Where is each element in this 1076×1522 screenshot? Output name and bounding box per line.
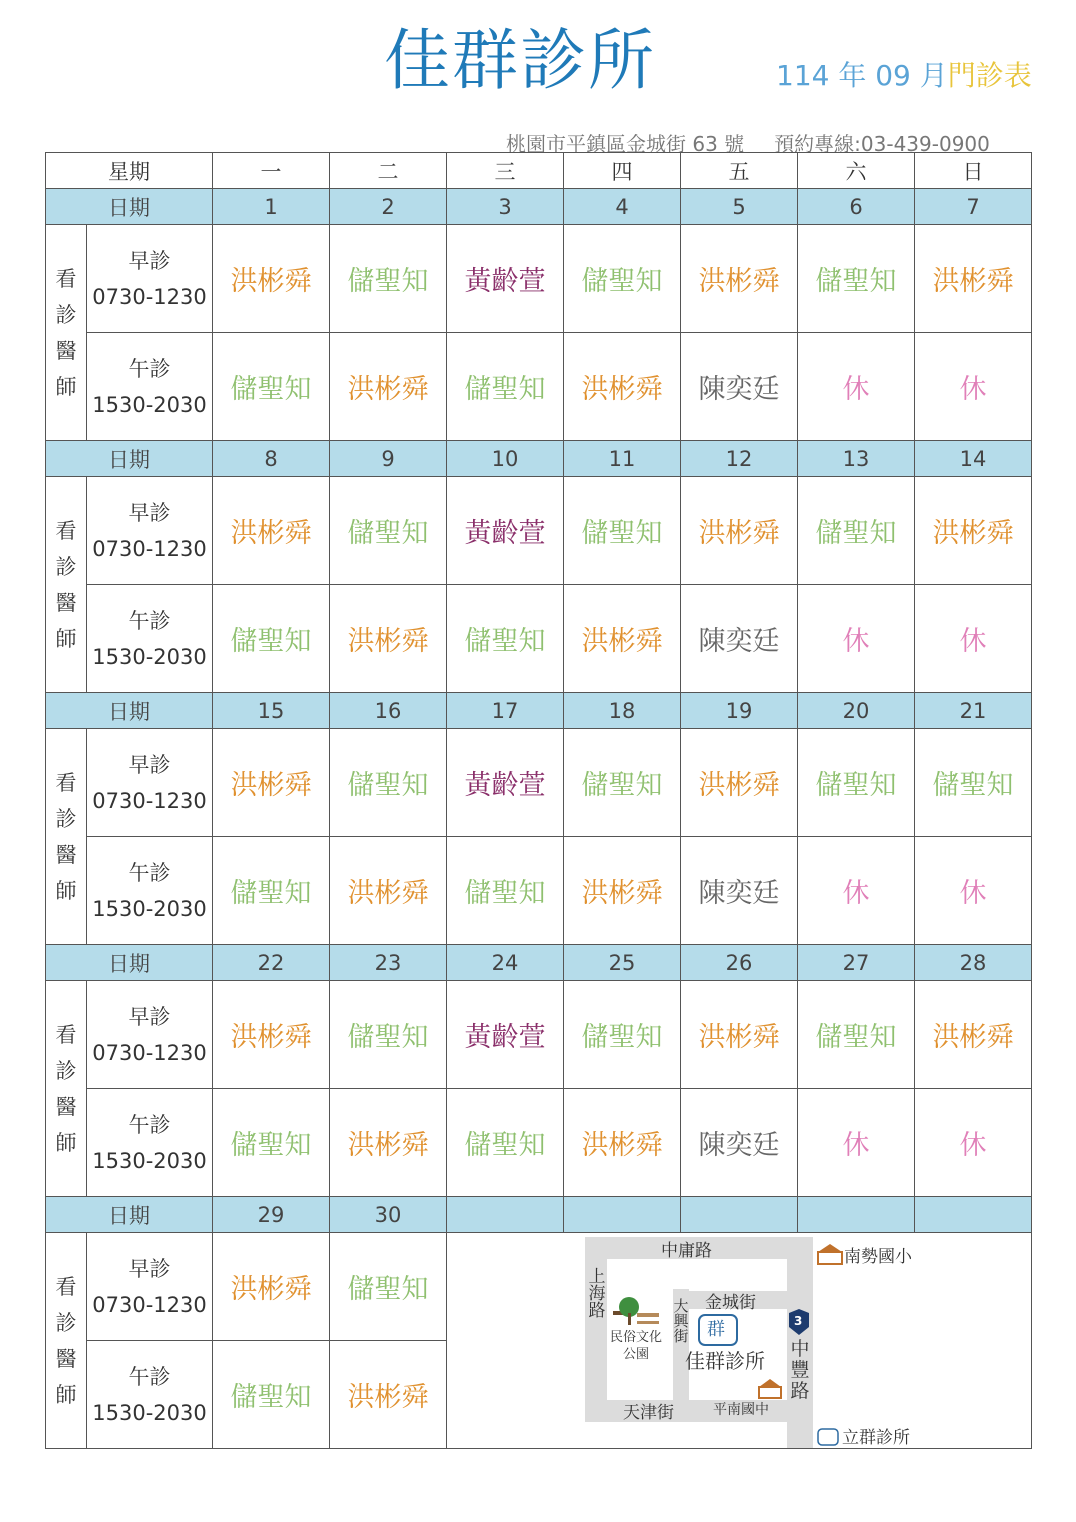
doctor-cell: 洪彬舜 <box>681 981 798 1089</box>
morning-slot <box>87 477 213 585</box>
doctor-cell: 休 <box>915 585 1032 693</box>
doctor-cell: 休 <box>915 837 1032 945</box>
doctor-label-char: 師 <box>55 1130 77 1155</box>
weekday-label: 星期 <box>46 153 213 189</box>
school-north-label: 南勢國小 <box>844 1247 912 1267</box>
doctor-cell: 洪彬舜 <box>213 729 330 837</box>
map-cell <box>447 1233 1032 1449</box>
weekday-cell: 四 <box>564 153 681 189</box>
doctor-label-char: 師 <box>55 878 77 903</box>
doctor-label-char: 師 <box>55 1382 77 1407</box>
weekday-cell: 六 <box>798 153 915 189</box>
doctor-label-char: 診 <box>55 1310 77 1335</box>
afternoon-hours: 1530-2030 <box>92 644 207 669</box>
doctor-label-char: 診 <box>55 1058 77 1083</box>
doctor-cell: 儲聖知 <box>915 729 1032 837</box>
date-cell: 4 <box>564 189 681 225</box>
doctor-cell: 儲聖知 <box>564 477 681 585</box>
doctor-cell: 黃齡萱 <box>447 981 564 1089</box>
date-cell: 25 <box>564 945 681 981</box>
morning-slot <box>87 1233 213 1341</box>
doctor-cell: 儲聖知 <box>798 729 915 837</box>
weekday-cell: 二 <box>330 153 447 189</box>
afternoon-row <box>46 1089 1032 1197</box>
morning-row <box>46 477 1032 585</box>
date-cell: 18 <box>564 693 681 729</box>
date-cell: 30 <box>330 1197 447 1233</box>
doctor-cell: 儲聖知 <box>213 1089 330 1197</box>
doctor-cell: 儲聖知 <box>330 981 447 1089</box>
date-cell: 14 <box>915 441 1032 477</box>
doctor-cell: 洪彬舜 <box>213 477 330 585</box>
bench-icon <box>637 1313 659 1317</box>
doctor-cell: 休 <box>915 1089 1032 1197</box>
morning-label: 早診 <box>128 1004 171 1029</box>
doctor-cell: 洪彬舜 <box>330 333 447 441</box>
date-cell: 2 <box>330 189 447 225</box>
address: 桃園市平鎮區金城街 63 號 <box>506 132 745 156</box>
doctor-cell: 洪彬舜 <box>564 333 681 441</box>
afternoon-row <box>46 333 1032 441</box>
doctor-cell: 陳奕廷 <box>681 837 798 945</box>
doctor-label-char: 診 <box>55 806 77 831</box>
clinic-title: 佳群診所 <box>384 22 656 99</box>
morning-label: 早診 <box>128 1256 171 1281</box>
weekday-cell: 五 <box>681 153 798 189</box>
date-cell: 11 <box>564 441 681 477</box>
phone: 預約專線:03-439-0900 <box>774 132 990 156</box>
morning-label: 早診 <box>128 752 171 777</box>
doctor-label-char: 看 <box>55 518 77 543</box>
date-label: 日期 <box>46 189 213 225</box>
month-heading <box>776 59 1032 92</box>
doctor-label-char: 醫 <box>55 590 77 615</box>
afternoon-label: 午診 <box>128 1364 171 1389</box>
doctor-cell: 儲聖知 <box>330 225 447 333</box>
doctor-label-char: 診 <box>55 302 77 327</box>
afternoon-hours: 1530-2030 <box>92 1148 207 1173</box>
afternoon-slot <box>87 837 213 945</box>
doctor-label <box>46 477 87 693</box>
road-left: 上海路 <box>588 1267 606 1321</box>
date-cell: 10 <box>447 441 564 477</box>
doctor-cell: 洪彬舜 <box>330 837 447 945</box>
schedule-table <box>45 152 1032 1449</box>
doctor-cell: 儲聖知 <box>447 1089 564 1197</box>
date-row <box>46 945 1032 981</box>
doctor-cell: 洪彬舜 <box>330 1089 447 1197</box>
afternoon-label: 午診 <box>128 860 171 885</box>
date-label: 日期 <box>46 1197 213 1233</box>
other-clinic-label: 立群診所 <box>842 1428 910 1448</box>
route-number: 3 <box>794 1314 803 1328</box>
date-cell: 12 <box>681 441 798 477</box>
morning-row <box>46 981 1032 1089</box>
doctor-cell: 洪彬舜 <box>330 585 447 693</box>
month-year: 114 年 09 月 <box>776 59 948 92</box>
doctor-cell: 洪彬舜 <box>915 981 1032 1089</box>
morning-row <box>46 1233 1032 1341</box>
road-right: 中豐路 <box>790 1338 810 1402</box>
doctor-cell: 休 <box>798 333 915 441</box>
doctor-cell: 休 <box>798 837 915 945</box>
doctor-label-char: 看 <box>55 266 77 291</box>
date-cell: 5 <box>681 189 798 225</box>
doctor-cell: 陳奕廷 <box>681 1089 798 1197</box>
date-cell: 3 <box>447 189 564 225</box>
morning-hours: 0730-1230 <box>92 1292 207 1317</box>
date-label: 日期 <box>46 945 213 981</box>
date-cell: 22 <box>213 945 330 981</box>
date-cell: 15 <box>213 693 330 729</box>
doctor-cell: 儲聖知 <box>447 585 564 693</box>
afternoon-row <box>46 585 1032 693</box>
weekday-cell: 三 <box>447 153 564 189</box>
doctor-cell: 儲聖知 <box>447 837 564 945</box>
morning-label: 早診 <box>128 500 171 525</box>
doctor-cell: 儲聖知 <box>447 333 564 441</box>
doctor-cell: 洪彬舜 <box>681 729 798 837</box>
doctor-cell: 儲聖知 <box>330 477 447 585</box>
doctor-label <box>46 981 87 1197</box>
doctor-cell: 洪彬舜 <box>564 837 681 945</box>
doctor-cell: 陳奕廷 <box>681 333 798 441</box>
doctor-cell: 儲聖知 <box>564 225 681 333</box>
doctor-cell: 洪彬舜 <box>213 981 330 1089</box>
weekday-header-row <box>46 153 1032 189</box>
doctor-label-char: 師 <box>55 374 77 399</box>
doctor-cell: 儲聖知 <box>798 477 915 585</box>
doctor-label <box>46 1233 87 1449</box>
date-cell: 29 <box>213 1197 330 1233</box>
doctor-cell: 休 <box>798 585 915 693</box>
doctor-cell: 洪彬舜 <box>213 225 330 333</box>
afternoon-slot <box>87 1341 213 1449</box>
date-label: 日期 <box>46 693 213 729</box>
month-schedule-label: 門診表 <box>947 59 1032 92</box>
doctor-cell: 洪彬舜 <box>681 477 798 585</box>
afternoon-hours: 1530-2030 <box>92 896 207 921</box>
morning-hours: 0730-1230 <box>92 536 207 561</box>
doctor-cell: 洪彬舜 <box>681 225 798 333</box>
afternoon-label: 午診 <box>128 1112 171 1137</box>
date-row <box>46 1197 1032 1233</box>
date-cell: 7 <box>915 189 1032 225</box>
doctor-cell: 洪彬舜 <box>213 1233 330 1341</box>
date-cell: 21 <box>915 693 1032 729</box>
afternoon-row <box>46 837 1032 945</box>
doctor-label-char: 診 <box>55 554 77 579</box>
doctor-cell: 儲聖知 <box>213 585 330 693</box>
road-mid: 大興街 <box>673 1297 689 1345</box>
date-cell: 24 <box>447 945 564 981</box>
weekday-cell: 一 <box>213 153 330 189</box>
date-cell: 23 <box>330 945 447 981</box>
morning-slot <box>87 729 213 837</box>
doctor-label-char: 看 <box>55 1022 77 1047</box>
date-cell <box>681 1197 798 1233</box>
doctor-cell: 洪彬舜 <box>564 1089 681 1197</box>
afternoon-label: 午診 <box>128 356 171 381</box>
date-cell: 28 <box>915 945 1032 981</box>
date-cell: 19 <box>681 693 798 729</box>
date-cell: 1 <box>213 189 330 225</box>
doctor-cell: 儲聖知 <box>213 333 330 441</box>
afternoon-slot <box>87 1089 213 1197</box>
morning-row <box>46 225 1032 333</box>
afternoon-label: 午診 <box>128 608 171 633</box>
doctor-cell: 黃齡萱 <box>447 729 564 837</box>
doctor-cell: 陳奕廷 <box>681 585 798 693</box>
doctor-cell: 洪彬舜 <box>564 585 681 693</box>
doctor-cell: 休 <box>915 333 1032 441</box>
doctor-label-char: 醫 <box>55 1346 77 1371</box>
doctor-cell: 休 <box>798 1089 915 1197</box>
date-cell: 26 <box>681 945 798 981</box>
doctor-cell: 黃齡萱 <box>447 477 564 585</box>
afternoon-hours: 1530-2030 <box>92 1400 207 1425</box>
afternoon-slot <box>87 585 213 693</box>
doctor-label-char: 師 <box>55 626 77 651</box>
morning-slot <box>87 225 213 333</box>
afternoon-hours: 1530-2030 <box>92 392 207 417</box>
date-row <box>46 189 1032 225</box>
doctor-label <box>46 225 87 441</box>
road-bottom: 天津街 <box>623 1403 674 1423</box>
date-cell: 17 <box>447 693 564 729</box>
doctor-label-char: 看 <box>55 770 77 795</box>
morning-hours: 0730-1230 <box>92 1040 207 1065</box>
doctor-cell: 儲聖知 <box>213 837 330 945</box>
date-cell: 8 <box>213 441 330 477</box>
date-cell <box>798 1197 915 1233</box>
park-label: 民俗文化公園 <box>609 1330 662 1362</box>
doctor-cell: 儲聖知 <box>330 1233 447 1341</box>
date-cell <box>564 1197 681 1233</box>
date-cell <box>915 1197 1032 1233</box>
morning-label: 早診 <box>128 248 171 273</box>
school-south-label: 平南國中 <box>713 1402 769 1418</box>
date-cell: 9 <box>330 441 447 477</box>
morning-hours: 0730-1230 <box>92 284 207 309</box>
clinic-logo: 群 <box>707 1319 725 1340</box>
date-cell: 27 <box>798 945 915 981</box>
morning-row <box>46 729 1032 837</box>
afternoon-slot <box>87 333 213 441</box>
road-top: 中庸路 <box>661 1241 712 1261</box>
date-cell: 16 <box>330 693 447 729</box>
school-icon <box>818 1244 842 1264</box>
date-cell: 6 <box>798 189 915 225</box>
date-row <box>46 693 1032 729</box>
date-cell <box>447 1197 564 1233</box>
doctor-cell: 洪彬舜 <box>915 477 1032 585</box>
doctor-cell: 儲聖知 <box>564 729 681 837</box>
doctor-cell: 儲聖知 <box>330 729 447 837</box>
date-cell: 13 <box>798 441 915 477</box>
weekday-cell: 日 <box>915 153 1032 189</box>
doctor-cell: 儲聖知 <box>213 1341 330 1449</box>
date-label: 日期 <box>46 441 213 477</box>
doctor-label-char: 醫 <box>55 1094 77 1119</box>
doctor-label <box>46 729 87 945</box>
date-cell: 20 <box>798 693 915 729</box>
doctor-label-char: 醫 <box>55 842 77 867</box>
other-clinic-icon <box>818 1429 838 1445</box>
street-jincheng: 金城街 <box>705 1293 756 1313</box>
doctor-cell: 儲聖知 <box>798 225 915 333</box>
doctor-cell: 儲聖知 <box>798 981 915 1089</box>
school-south-icon <box>759 1379 781 1398</box>
clinic-map-label: 佳群診所 <box>685 1349 765 1373</box>
doctor-cell: 儲聖知 <box>564 981 681 1089</box>
doctor-label-char: 看 <box>55 1274 77 1299</box>
doctor-label-char: 醫 <box>55 338 77 363</box>
doctor-cell: 洪彬舜 <box>915 225 1032 333</box>
morning-hours: 0730-1230 <box>92 788 207 813</box>
doctor-cell: 洪彬舜 <box>330 1341 447 1449</box>
date-row <box>46 441 1032 477</box>
location-map <box>447 1233 1030 1448</box>
doctor-cell: 黃齡萱 <box>447 225 564 333</box>
morning-slot <box>87 981 213 1089</box>
